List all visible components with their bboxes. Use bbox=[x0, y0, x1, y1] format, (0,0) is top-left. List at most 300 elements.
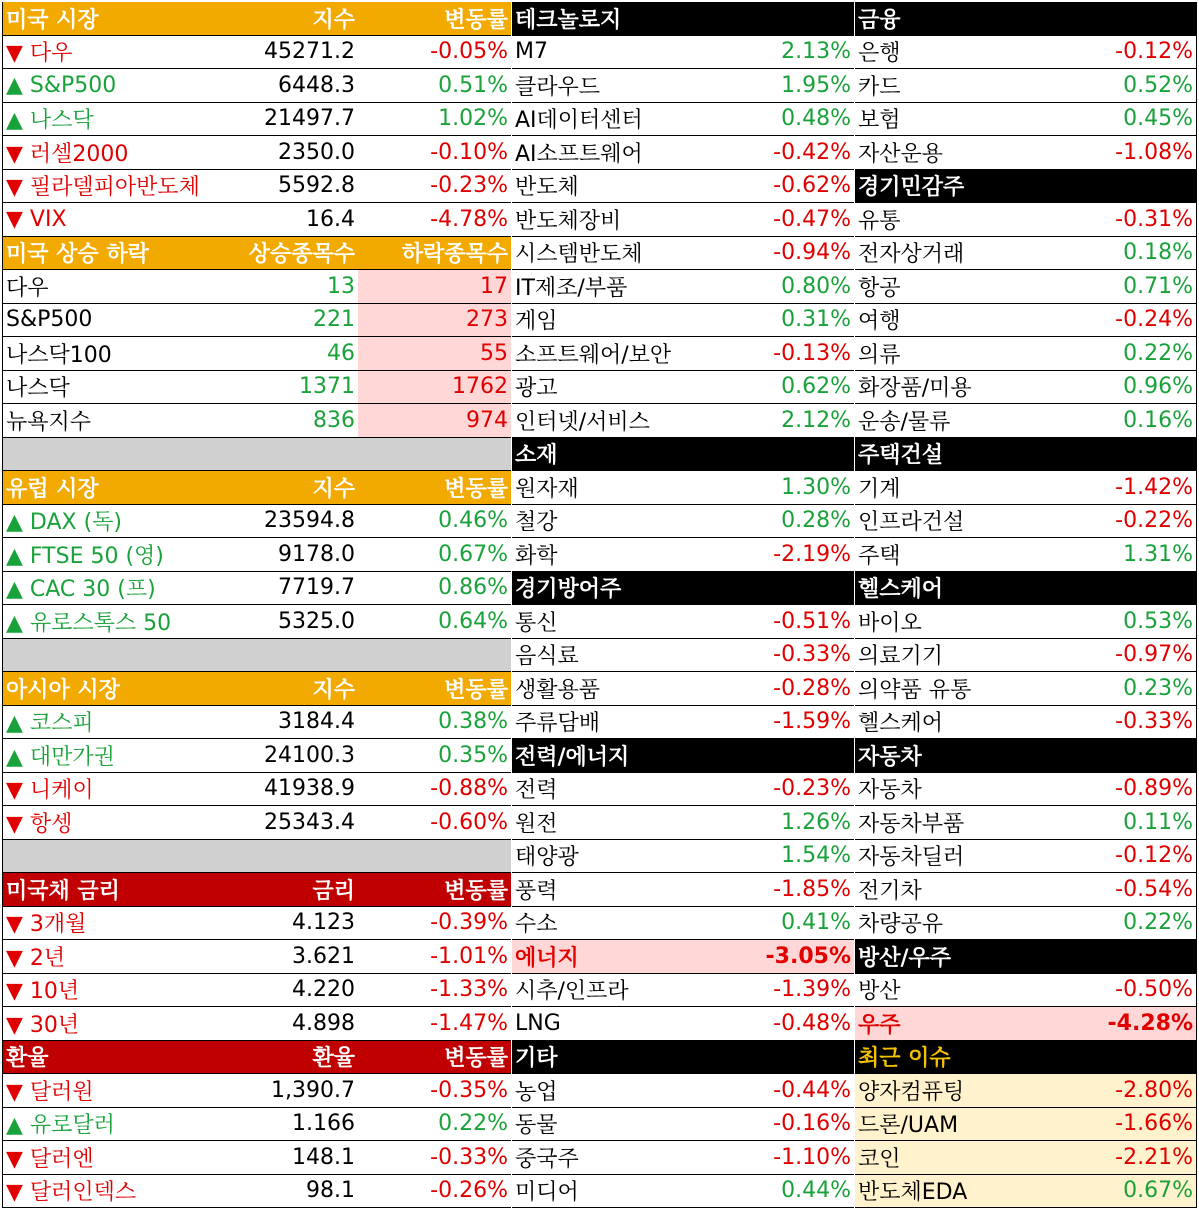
sector-row bbox=[512, 505, 854, 539]
sector-name: 생활용품 bbox=[515, 677, 601, 703]
sector-name: 차량공유 bbox=[858, 912, 944, 938]
sector-header bbox=[512, 739, 854, 773]
sector-row bbox=[855, 404, 1196, 438]
us_breadth-row bbox=[3, 337, 511, 371]
us_market-name: ▼ 러셀2000 bbox=[6, 141, 129, 167]
sector-change: -0.22% bbox=[1115, 508, 1193, 534]
sector-row bbox=[512, 136, 854, 170]
sector-name: 자산운용 bbox=[858, 141, 944, 167]
europe_market-row bbox=[3, 538, 511, 572]
fx-name: ▼ 달러원 bbox=[6, 1079, 94, 1105]
sector-row bbox=[855, 471, 1196, 505]
fx-header-col2: 환율 bbox=[312, 1046, 355, 1072]
sector-name: LNG bbox=[515, 1010, 561, 1036]
sector-name: 자동차부품 bbox=[858, 811, 965, 837]
us_market-value: 16.4 bbox=[306, 206, 355, 232]
us_market-name: ▲ 나스닥 bbox=[6, 108, 94, 134]
sector-change: -0.44% bbox=[773, 1077, 851, 1103]
us_market-header-row bbox=[3, 2, 511, 36]
asia_market-name: ▲ 코스피 bbox=[6, 711, 94, 737]
sector-change: -0.89% bbox=[1115, 776, 1193, 802]
sector-header bbox=[512, 572, 854, 606]
sector-change: -2.19% bbox=[773, 541, 851, 567]
asia_market-value: 41938.9 bbox=[264, 776, 355, 802]
sector-change: 1.95% bbox=[781, 72, 851, 98]
middle-column bbox=[512, 2, 854, 1208]
europe_market-change: 0.64% bbox=[438, 608, 508, 634]
us_breadth-name: 나스닥100 bbox=[6, 342, 112, 368]
sector-name: 시추/인프라 bbox=[515, 979, 629, 1005]
sector-name: 미디어 bbox=[515, 1180, 579, 1206]
sector-change: -0.12% bbox=[1115, 843, 1193, 869]
sector-header bbox=[855, 739, 1196, 773]
sector-row bbox=[855, 1141, 1196, 1175]
spacer-row-2 bbox=[3, 639, 511, 673]
sector-row bbox=[855, 873, 1196, 907]
sector-change: -1.10% bbox=[773, 1144, 851, 1170]
sector-row bbox=[512, 773, 854, 807]
sector-row bbox=[512, 806, 854, 840]
sector-header bbox=[512, 438, 854, 472]
spacer-row-1 bbox=[3, 438, 511, 472]
sector-name: M7 bbox=[515, 39, 548, 65]
europe_market-value: 7719.7 bbox=[278, 575, 355, 601]
europe_market-name: ▲ 유로스톡스 50 bbox=[6, 610, 172, 636]
sector-change: 0.41% bbox=[781, 910, 851, 936]
sector-header bbox=[855, 940, 1196, 974]
sector-row bbox=[512, 907, 854, 941]
sector-row bbox=[512, 1108, 854, 1142]
sector-change: -0.54% bbox=[1115, 876, 1193, 902]
sector-row bbox=[512, 69, 854, 103]
asia_market-row bbox=[3, 773, 511, 807]
sector-row bbox=[512, 103, 854, 137]
sector-change: -0.62% bbox=[773, 173, 851, 199]
sector-row bbox=[855, 69, 1196, 103]
sector-row bbox=[855, 974, 1196, 1008]
sector-row bbox=[855, 706, 1196, 740]
asia_market-value: 3184.4 bbox=[278, 709, 355, 735]
us_bonds-row bbox=[3, 974, 511, 1008]
sector-header-title: 최근 이슈 bbox=[858, 1046, 951, 1072]
sector-row bbox=[855, 773, 1196, 807]
sector-name: 유통 bbox=[858, 208, 901, 234]
sector-row bbox=[855, 907, 1196, 941]
asia_market-header-row bbox=[3, 672, 511, 706]
fx-change: 0.22% bbox=[438, 1111, 508, 1137]
sector-name: 보험 bbox=[858, 108, 901, 134]
us_market-row bbox=[3, 36, 511, 70]
fx-value: 98.1 bbox=[306, 1178, 355, 1204]
sector-name: 소프트웨어/보안 bbox=[515, 342, 672, 368]
sector-header-title: 헬스케어 bbox=[858, 577, 944, 603]
sector-change: -1.42% bbox=[1115, 474, 1193, 500]
sector-row bbox=[855, 304, 1196, 338]
sector-row bbox=[855, 538, 1196, 572]
sector-name: IT제조/부품 bbox=[515, 275, 628, 301]
sector-name: 코인 bbox=[858, 1146, 901, 1172]
us_breadth-row bbox=[3, 404, 511, 438]
sector-row bbox=[512, 237, 854, 271]
sector-name: 드론/UAM bbox=[858, 1113, 959, 1139]
sector-header-title: 주택건설 bbox=[858, 443, 944, 469]
asia_market-name: ▼ 항셍 bbox=[6, 811, 73, 837]
sector-row bbox=[855, 103, 1196, 137]
sector-change: -2.21% bbox=[1115, 1144, 1193, 1170]
sector-change: 0.22% bbox=[1123, 340, 1193, 366]
sector-change: -0.48% bbox=[773, 1010, 851, 1036]
sector-name: 화학 bbox=[515, 543, 558, 569]
us_breadth-header-col3: 하락종목수 bbox=[401, 242, 508, 268]
us_bonds-header-col3: 변동률 bbox=[444, 878, 508, 904]
us_bonds-change: -1.01% bbox=[430, 943, 508, 969]
sector-change: -3.05% bbox=[765, 943, 851, 969]
sector-header bbox=[512, 2, 854, 36]
sector-name: 헬스케어 bbox=[858, 711, 944, 737]
sector-name: 전력 bbox=[515, 778, 558, 804]
sector-header-title: 자동차 bbox=[858, 744, 922, 770]
us_market-name: ▲ S&P500 bbox=[6, 72, 117, 98]
sector-change: 0.28% bbox=[781, 508, 851, 534]
sector-name: 에너지 bbox=[515, 945, 579, 971]
sector-name: 수소 bbox=[515, 912, 558, 938]
sector-change: -0.33% bbox=[773, 642, 851, 668]
spacer-row-3 bbox=[3, 840, 511, 874]
sector-name: 항공 bbox=[858, 275, 901, 301]
sector-row bbox=[855, 605, 1196, 639]
sector-row bbox=[512, 974, 854, 1008]
sector-name: 게임 bbox=[515, 309, 558, 335]
us_bonds-name: ▼ 10년 bbox=[6, 979, 80, 1005]
us_market-change: 1.02% bbox=[438, 106, 508, 132]
sector-header-title: 경기민감주 bbox=[858, 175, 965, 201]
us_market-change: -0.10% bbox=[430, 139, 508, 165]
us_breadth-down-count: 17 bbox=[358, 270, 511, 303]
us_bonds-header-title: 미국채 금리 bbox=[6, 878, 120, 904]
europe_market-value: 5325.0 bbox=[278, 608, 355, 634]
asia_market-header-col3: 변동률 bbox=[444, 677, 508, 703]
sector-header-title: 방산/우주 bbox=[858, 945, 952, 971]
us_breadth-header-col2: 상승종목수 bbox=[248, 242, 355, 268]
asia_market-name: ▲ 대만가권 bbox=[6, 744, 115, 770]
us_bonds-value: 4.898 bbox=[292, 1010, 355, 1036]
sector-row bbox=[512, 270, 854, 304]
left-column bbox=[2, 2, 511, 1208]
us_market-row bbox=[3, 136, 511, 170]
us_market-change: -0.05% bbox=[430, 39, 508, 65]
sector-change: -0.12% bbox=[1115, 39, 1193, 65]
europe_market-header-row bbox=[3, 471, 511, 505]
fx-row bbox=[3, 1074, 511, 1108]
fx-row bbox=[3, 1175, 511, 1209]
europe_market-value: 9178.0 bbox=[278, 541, 355, 567]
sector-header-title: 소재 bbox=[515, 443, 558, 469]
sector-header-title: 경기방어주 bbox=[515, 577, 622, 603]
asia_market-value: 25343.4 bbox=[264, 809, 355, 835]
sector-name: 바이오 bbox=[858, 610, 922, 636]
us_market-change: 0.51% bbox=[438, 72, 508, 98]
us_market-row bbox=[3, 103, 511, 137]
us_breadth-header-title: 미국 상승 하락 bbox=[6, 242, 149, 268]
sector-header bbox=[855, 2, 1196, 36]
sector-row bbox=[855, 203, 1196, 237]
us_bonds-value: 3.621 bbox=[292, 943, 355, 969]
us_breadth-header-row bbox=[3, 237, 511, 271]
sector-change: -0.24% bbox=[1115, 307, 1193, 333]
sector-row bbox=[855, 337, 1196, 371]
us_breadth-up-count: 13 bbox=[327, 273, 355, 299]
sector-name: 음식료 bbox=[515, 644, 579, 670]
sector-name: AI데이터센터 bbox=[515, 108, 643, 134]
sector-row bbox=[512, 873, 854, 907]
us_market-value: 6448.3 bbox=[278, 72, 355, 98]
sector-row bbox=[855, 639, 1196, 673]
sector-row bbox=[512, 605, 854, 639]
sector-header-title: 기타 bbox=[515, 1046, 558, 1072]
asia_market-change: -0.60% bbox=[430, 809, 508, 835]
sector-header-title: 금융 bbox=[858, 7, 901, 33]
europe_market-header-title: 유럽 시장 bbox=[6, 476, 99, 502]
sector-change: 0.23% bbox=[1123, 675, 1193, 701]
sector-change: 2.13% bbox=[781, 39, 851, 65]
sector-name: 자동차 bbox=[858, 778, 922, 804]
sector-row bbox=[512, 471, 854, 505]
sector-row bbox=[855, 36, 1196, 70]
us_bonds-value: 4.123 bbox=[292, 910, 355, 936]
asia_market-name: ▼ 니케이 bbox=[6, 778, 94, 804]
sector-change: -1.66% bbox=[1115, 1111, 1193, 1137]
fx-name: ▼ 달러엔 bbox=[6, 1146, 94, 1172]
sector-name: AI소프트웨어 bbox=[515, 141, 643, 167]
sector-change: -0.16% bbox=[773, 1111, 851, 1137]
sector-name: 전기차 bbox=[858, 878, 922, 904]
sector-name: 광고 bbox=[515, 376, 558, 402]
us_breadth-up-count: 221 bbox=[313, 307, 355, 333]
sector-name: 의약품 유통 bbox=[858, 677, 972, 703]
sector-change: -0.13% bbox=[773, 340, 851, 366]
sector-name: 기계 bbox=[858, 476, 901, 502]
sector-name: 화장품/미용 bbox=[858, 376, 972, 402]
sector-header bbox=[855, 1041, 1196, 1075]
us_bonds-row bbox=[3, 907, 511, 941]
sector-name: 우주 bbox=[858, 1012, 901, 1038]
fx-value: 1,390.7 bbox=[271, 1077, 355, 1103]
sector-name: 원전 bbox=[515, 811, 558, 837]
sector-name: 동물 bbox=[515, 1113, 558, 1139]
sector-name: 클라우드 bbox=[515, 74, 601, 100]
us_breadth-down-count: 273 bbox=[358, 304, 511, 337]
sector-change: 0.62% bbox=[781, 374, 851, 400]
sector-row bbox=[855, 1074, 1196, 1108]
us_breadth-down-count: 1762 bbox=[358, 371, 511, 404]
sector-change: 0.67% bbox=[1123, 1178, 1193, 1204]
sector-header bbox=[855, 170, 1196, 204]
us_bonds-row bbox=[3, 1007, 511, 1041]
sector-name: 카드 bbox=[858, 74, 901, 100]
sector-change: -0.42% bbox=[773, 139, 851, 165]
sector-change: 0.18% bbox=[1123, 240, 1193, 266]
fx-value: 1.166 bbox=[292, 1111, 355, 1137]
sector-name: 의료기기 bbox=[858, 644, 944, 670]
sector-name: 양자컴퓨팅 bbox=[858, 1079, 965, 1105]
us_bonds-change: -1.47% bbox=[430, 1010, 508, 1036]
sector-header bbox=[512, 1041, 854, 1075]
sector-row bbox=[855, 270, 1196, 304]
sector-change: 1.30% bbox=[781, 474, 851, 500]
fx-name: ▼ 달러인덱스 bbox=[6, 1180, 137, 1206]
sector-change: 0.96% bbox=[1123, 374, 1193, 400]
sector-row bbox=[855, 672, 1196, 706]
us_breadth-row bbox=[3, 371, 511, 405]
sector-name: 은행 bbox=[858, 41, 901, 67]
us_bonds-name: ▼ 30년 bbox=[6, 1012, 80, 1038]
sector-change: -0.50% bbox=[1115, 977, 1193, 1003]
sector-row bbox=[512, 371, 854, 405]
sector-change: -0.23% bbox=[773, 776, 851, 802]
us_market-header-col2: 지수 bbox=[312, 7, 355, 33]
sector-row bbox=[512, 36, 854, 70]
sector-change: 0.44% bbox=[781, 1178, 851, 1204]
sector-name: 원자재 bbox=[515, 476, 579, 502]
us_breadth-up-count: 46 bbox=[327, 340, 355, 366]
sector-name: 주류담배 bbox=[515, 711, 601, 737]
sector-row bbox=[512, 639, 854, 673]
sector-row bbox=[512, 1175, 854, 1209]
sector-name: 전자상거래 bbox=[858, 242, 965, 268]
sector-change: 1.31% bbox=[1123, 541, 1193, 567]
sector-change: 0.45% bbox=[1123, 106, 1193, 132]
asia_market-header-title: 아시아 시장 bbox=[6, 677, 120, 703]
us_bonds-value: 4.220 bbox=[292, 977, 355, 1003]
sector-row bbox=[512, 672, 854, 706]
sector-row bbox=[512, 404, 854, 438]
sector-name: 태양광 bbox=[515, 845, 579, 871]
sector-name: 여행 bbox=[858, 309, 901, 335]
us_market-change: -0.23% bbox=[430, 173, 508, 199]
sector-name: 반도체장비 bbox=[515, 208, 622, 234]
us_bonds-header-col2: 금리 bbox=[312, 878, 355, 904]
sector-change: 1.54% bbox=[781, 843, 851, 869]
us_market-value: 5592.8 bbox=[278, 173, 355, 199]
sector-name: 운송/물류 bbox=[858, 409, 951, 435]
sector-row bbox=[855, 1108, 1196, 1142]
fx-row bbox=[3, 1141, 511, 1175]
right-column bbox=[855, 2, 1197, 1208]
us_market-row bbox=[3, 170, 511, 204]
sector-row bbox=[855, 806, 1196, 840]
us_breadth-row bbox=[3, 270, 511, 304]
sector-change: 0.48% bbox=[781, 106, 851, 132]
fx-change: -0.33% bbox=[430, 1144, 508, 1170]
sector-header bbox=[855, 438, 1196, 472]
asia_market-row bbox=[3, 806, 511, 840]
sector-change: -0.51% bbox=[773, 608, 851, 634]
sector-row bbox=[512, 170, 854, 204]
sector-row bbox=[512, 203, 854, 237]
sector-change: -0.28% bbox=[773, 675, 851, 701]
sector-name: 반도체 bbox=[515, 175, 579, 201]
fx-value: 148.1 bbox=[292, 1144, 355, 1170]
europe_market-row bbox=[3, 572, 511, 606]
us_breadth-name: 나스닥 bbox=[6, 376, 70, 402]
sector-change: 2.12% bbox=[781, 407, 851, 433]
sector-change: -4.28% bbox=[1107, 1010, 1193, 1036]
us_market-header-col3: 변동률 bbox=[444, 7, 508, 33]
sector-row bbox=[512, 840, 854, 874]
sector-row bbox=[855, 505, 1196, 539]
europe_market-value: 23594.8 bbox=[264, 508, 355, 534]
us_market-value: 2350.0 bbox=[278, 139, 355, 165]
us_market-header-title: 미국 시장 bbox=[6, 7, 99, 33]
us_bonds-row bbox=[3, 940, 511, 974]
fx-change: -0.35% bbox=[430, 1077, 508, 1103]
europe_market-row bbox=[3, 605, 511, 639]
europe_market-name: ▲ FTSE 50 (영) bbox=[6, 543, 164, 569]
us_breadth-name: S&P500 bbox=[6, 307, 93, 333]
sector-name: 철강 bbox=[515, 510, 558, 536]
sector-change: -1.08% bbox=[1115, 139, 1193, 165]
asia_market-row bbox=[3, 739, 511, 773]
asia_market-value: 24100.3 bbox=[264, 742, 355, 768]
sector-row bbox=[855, 237, 1196, 271]
fx-name: ▲ 유로달러 bbox=[6, 1113, 115, 1139]
sector-row bbox=[855, 136, 1196, 170]
sector-change: -2.80% bbox=[1115, 1077, 1193, 1103]
asia_market-header-col2: 지수 bbox=[312, 677, 355, 703]
europe_market-row bbox=[3, 505, 511, 539]
sector-change: -1.59% bbox=[773, 709, 851, 735]
sector-name: 방산 bbox=[858, 979, 901, 1005]
fx-header-col3: 변동률 bbox=[444, 1046, 508, 1072]
sector-name: 풍력 bbox=[515, 878, 558, 904]
sector-change: -0.47% bbox=[773, 206, 851, 232]
sector-name: 의류 bbox=[858, 342, 901, 368]
sector-header-title: 테크놀로지 bbox=[515, 7, 622, 33]
europe_market-change: 0.67% bbox=[438, 541, 508, 567]
sector-row bbox=[512, 940, 854, 974]
sector-change: 1.26% bbox=[781, 809, 851, 835]
fx-row bbox=[3, 1108, 511, 1142]
sector-row bbox=[512, 304, 854, 338]
sector-change: 0.22% bbox=[1123, 910, 1193, 936]
europe_market-change: 0.86% bbox=[438, 575, 508, 601]
us_market-change: -4.78% bbox=[430, 206, 508, 232]
us_breadth-row bbox=[3, 304, 511, 338]
asia_market-change: -0.88% bbox=[430, 776, 508, 802]
sector-change: -0.97% bbox=[1115, 642, 1193, 668]
sector-change: 0.80% bbox=[781, 273, 851, 299]
sector-row bbox=[855, 840, 1196, 874]
sector-name: 중국주 bbox=[515, 1146, 579, 1172]
europe_market-change: 0.46% bbox=[438, 508, 508, 534]
sector-name: 농업 bbox=[515, 1079, 558, 1105]
us_market-name: ▼ 필라델피아반도체 bbox=[6, 175, 200, 201]
sector-row bbox=[512, 1007, 854, 1041]
sector-name: 인프라건설 bbox=[858, 510, 965, 536]
sector-header bbox=[855, 572, 1196, 606]
us_market-value: 21497.7 bbox=[264, 106, 355, 132]
europe_market-name: ▲ DAX (독) bbox=[6, 510, 122, 536]
us_breadth-down-count: 974 bbox=[358, 404, 511, 437]
sector-change: 0.71% bbox=[1123, 273, 1193, 299]
sector-row bbox=[512, 538, 854, 572]
sector-change: 0.31% bbox=[781, 307, 851, 333]
sector-row bbox=[512, 337, 854, 371]
sector-name: 인터넷/서비스 bbox=[515, 409, 650, 435]
sector-row bbox=[512, 1074, 854, 1108]
us_bonds-header-row bbox=[3, 873, 511, 907]
sector-change: -1.85% bbox=[773, 876, 851, 902]
